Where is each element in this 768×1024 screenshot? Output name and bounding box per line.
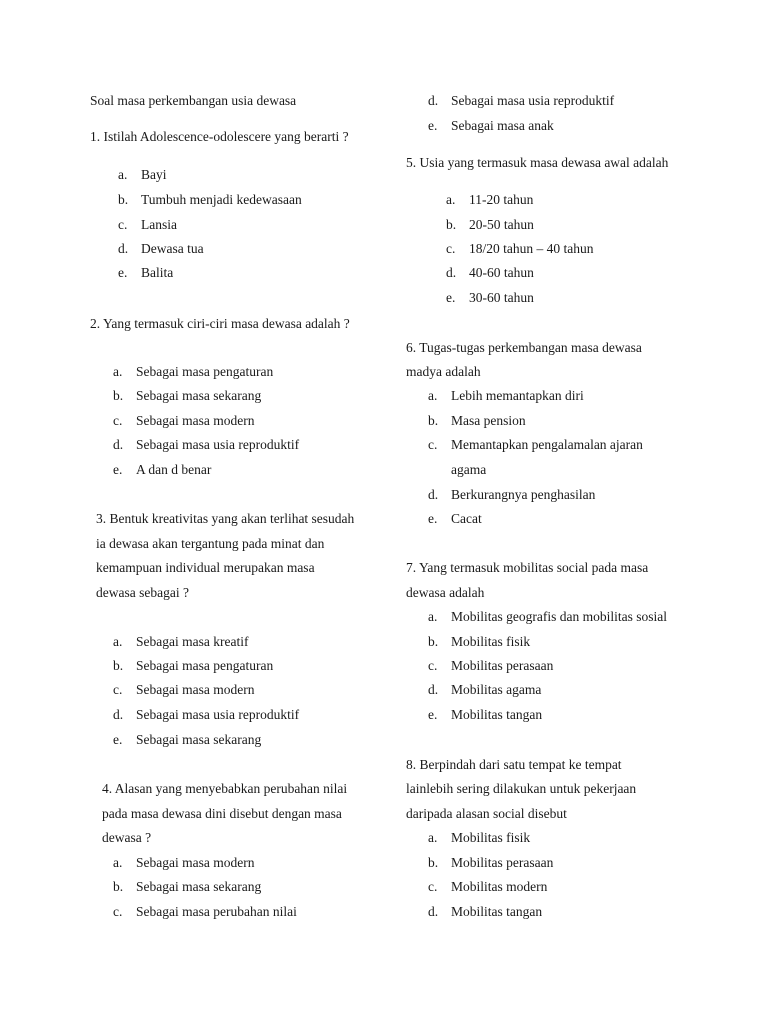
page-title: Soal masa perkembangan usia dewasa — [90, 93, 297, 108]
question-text: 5. Usia yang termasuk masa dewasa awal adalah — [406, 155, 669, 170]
question-text: madya adalah — [406, 364, 481, 379]
question-text: 8. Berpindah dari satu tempat ke tempat — [406, 757, 622, 772]
question-text: ia dewasa akan tergantung pada minat dan — [96, 536, 325, 551]
question-text: dewasa adalah — [406, 585, 485, 600]
question-text: 3. Bentuk kreativitas yang akan terlihat sesudah — [96, 511, 355, 526]
question-text: 7. Yang termasuk mobilitas social pada masa — [406, 560, 649, 575]
question-text: pada masa dewasa dini disebut dengan masa — [102, 806, 342, 821]
question-text: daripada alasan social disebut — [406, 806, 567, 821]
question-text: lainlebih sering dilakukan untuk pekerjaan — [406, 781, 637, 796]
question-text: dewasa sebagai ? — [96, 585, 189, 600]
question-text: 1. Istilah Adolescence-odolescere yang berarti ? — [90, 129, 349, 144]
option-text-continued: agama — [451, 462, 487, 477]
question-text: 4. Alasan yang menyebabkan perubahan nilai — [102, 781, 348, 796]
question-text: 2. Yang termasuk ciri-ciri masa dewasa adalah ? — [90, 316, 350, 331]
question-text: 6. Tugas-tugas perkembangan masa dewasa — [406, 340, 642, 355]
question-text: kemampuan individual merupakan masa — [96, 560, 315, 575]
question-text: dewasa ? — [102, 830, 152, 845]
